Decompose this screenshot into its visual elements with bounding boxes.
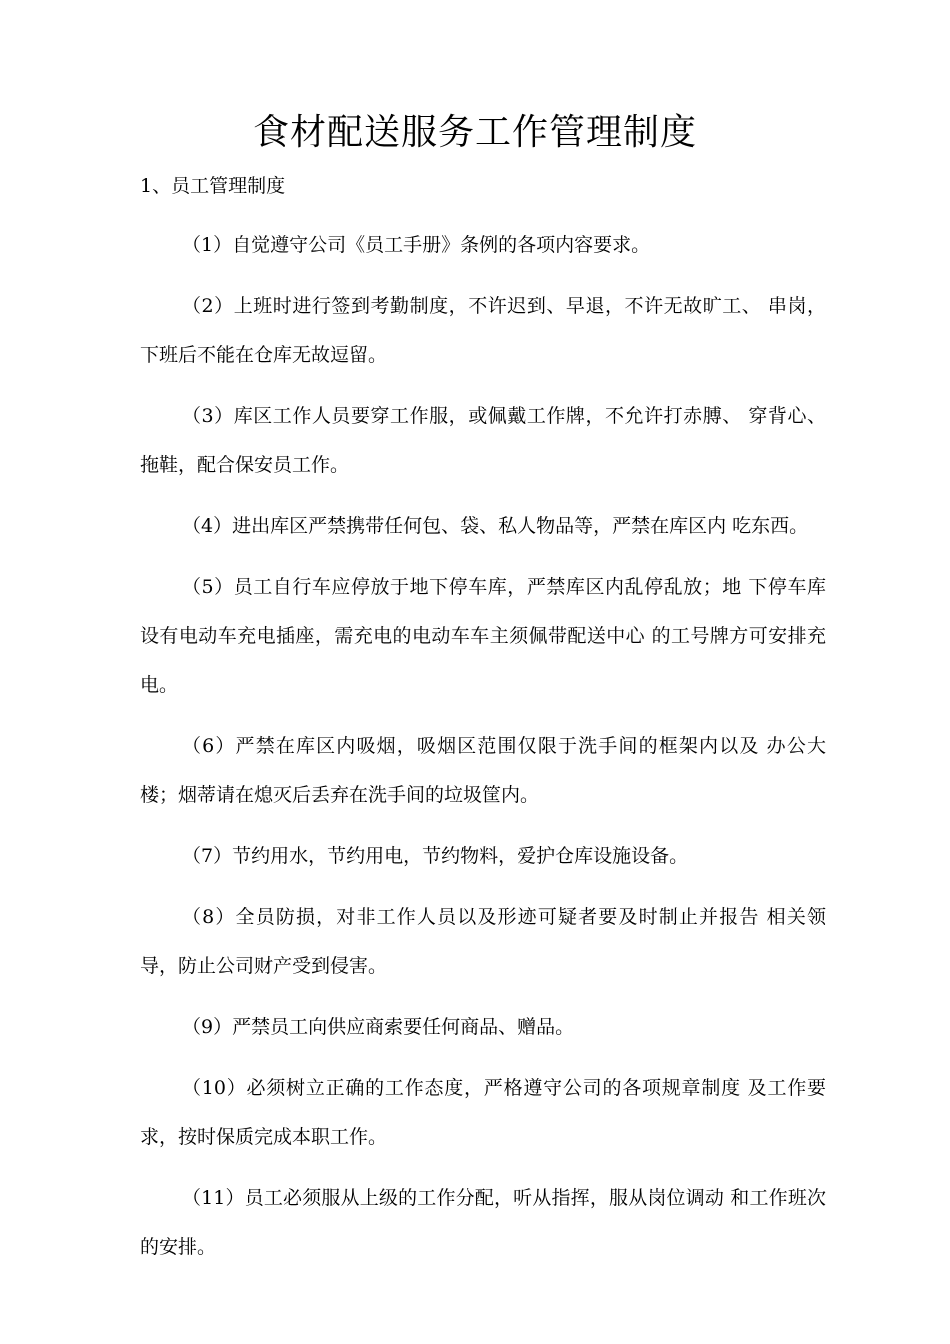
paragraph-3: （3）库区工作人员要穿工作服，或佩戴工作牌，不允许打赤膊、 穿背心、拖鞋，配合保安员工作。 <box>140 405 826 476</box>
paragraph-9: （9）严禁员工向供应商索要任何商品、赠品。 <box>182 1016 575 1038</box>
paragraph-7: （7）节约用水，节约用电，节约物料，爱护仓库设施设备。 <box>182 845 689 867</box>
paragraph-1: （1）自觉遵守公司《员工手册》条例的各项内容要求。 <box>182 234 651 256</box>
paragraph-5: （5）员工自行车应停放于地下停车库，严禁库区内乱停乱放；地 下停车库设有电动车充电插座，需充电的电动车车主须佩带配送中心 的工号牌方可安排充电。 <box>140 576 826 696</box>
paragraph-10: （10）必须树立正确的工作态度，严格遵守公司的各项规章制度 及工作要求，按时保质完成本职工作。 <box>140 1077 826 1148</box>
section-heading: 1、员工管理制度 <box>140 175 286 197</box>
paragraph-8: （8）全员防损，对非工作人员以及形迹可疑者要及时制止并报告 相关领导，防止公司财产受到侵害。 <box>140 906 826 977</box>
paragraph-11: （11）员工必须服从上级的工作分配，听从指挥，服从岗位调动 和工作班次的安排。 <box>140 1187 826 1258</box>
paragraph-4: （4）进出库区严禁携带任何包、袋、私人物品等，严禁在库区内 吃东西。 <box>182 515 809 537</box>
paragraph-6: （6）严禁在库区内吸烟，吸烟区范围仅限于洗手间的框架内以及 办公大楼；烟蒂请在熄灭后丢弃在洗手间的垃圾筐内。 <box>140 735 826 806</box>
document-body <box>140 221 826 1284</box>
document-title: 食材配送服务工作管理制度 <box>252 112 697 153</box>
paragraph-2: （2）上班时进行签到考勤制度，不许迟到、早退，不许无故旷工、 串岗，下班后不能在仓库无故逗留。 <box>140 295 826 366</box>
